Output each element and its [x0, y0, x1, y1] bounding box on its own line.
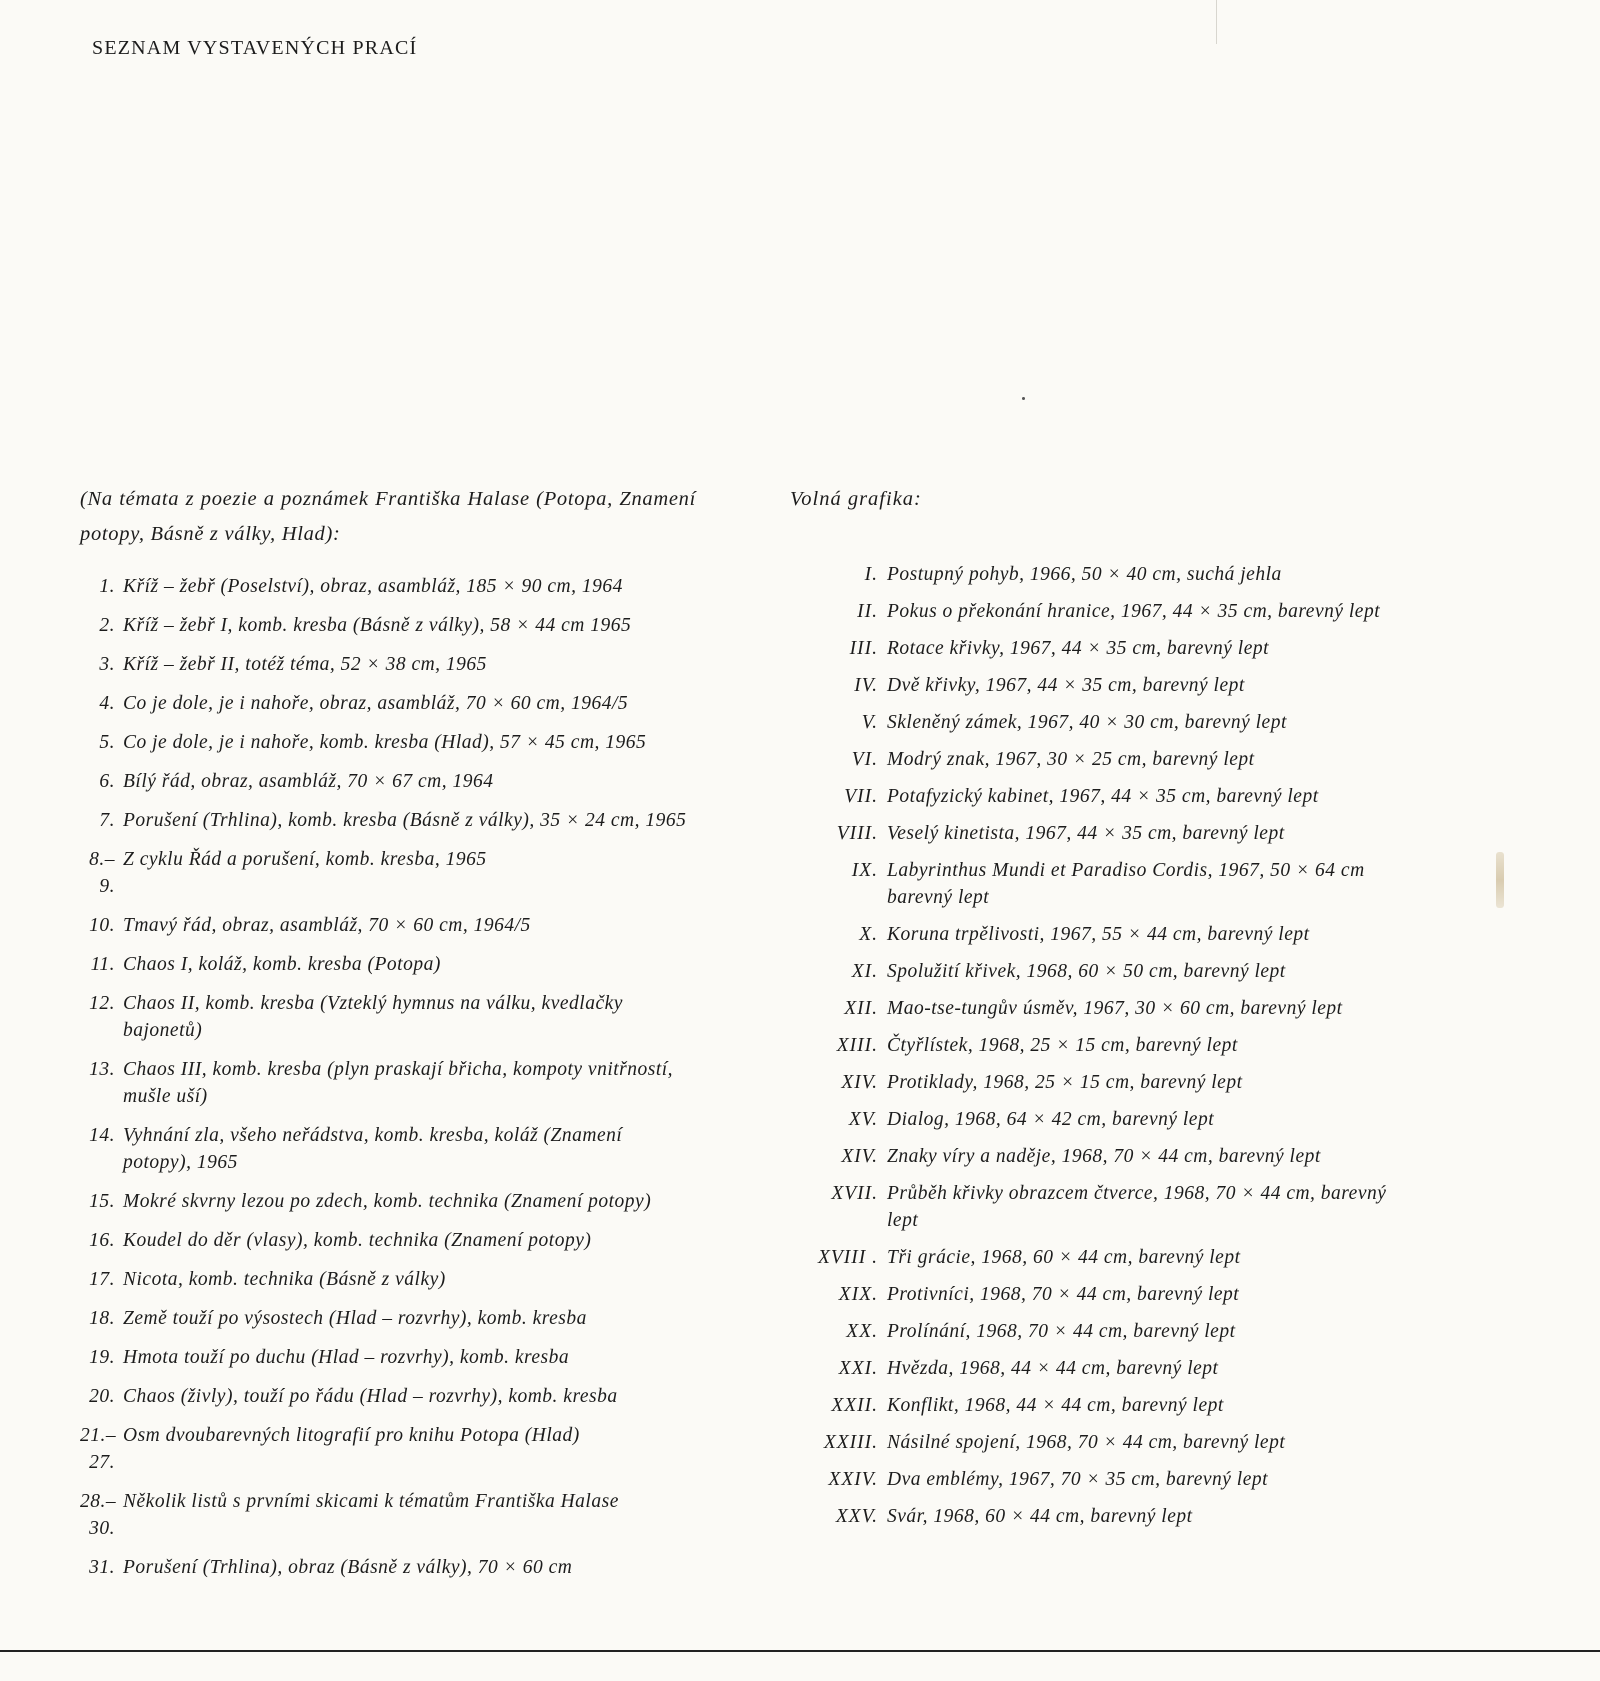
item-text: Protivníci, 1968, 70 × 44 cm, barevný lept [887, 1284, 1240, 1305]
list-item [790, 561, 1410, 588]
list-item [790, 709, 1410, 736]
list-item [790, 1244, 1410, 1271]
left-column [80, 482, 696, 1593]
item-text: Chaos I, koláž, komb. kresba (Potopa) [123, 954, 441, 975]
item-text: Tmavý řád, obraz, asambláž, 70 × 60 cm, 1964/5 [123, 915, 531, 936]
list-item [80, 1488, 696, 1542]
item-text: Rotace křivky, 1967, 44 × 35 cm, barevný lept [887, 638, 1270, 659]
item-text: Dva emblémy, 1967, 70 × 35 cm, barevný lept [887, 1469, 1269, 1490]
list-item [80, 846, 696, 900]
list-item [80, 1227, 696, 1254]
item-number: XVII. [831, 1183, 878, 1204]
item-number: XXII. [831, 1395, 878, 1416]
item-text: Kříž – žebř (Poselství), obraz, asambláž, 185 × 90 cm, 1964 [123, 576, 623, 597]
item-text: Koruna trpělivosti, 1967, 55 × 44 cm, barevný lept [887, 924, 1310, 945]
item-number: VIII. [836, 823, 878, 844]
list-item [790, 1032, 1410, 1059]
list-item [790, 1503, 1410, 1530]
top-edge-line [1216, 0, 1217, 44]
list-item [80, 807, 696, 834]
item-number: 16. [89, 1230, 115, 1251]
list-item [80, 612, 696, 639]
item-number: 1. [99, 576, 115, 597]
list-item [790, 1143, 1410, 1170]
item-number: XII. [844, 998, 878, 1019]
item-number: 31. [89, 1557, 115, 1578]
item-text: Hvězda, 1968, 44 × 44 cm, barevný lept [887, 1358, 1219, 1379]
paper-stain [1496, 852, 1504, 908]
page-title: SEZNAM VYSTAVENÝCH PRACÍ [92, 37, 418, 60]
item-text: Spolužití křivek, 1968, 60 × 50 cm, barevný lept [887, 961, 1286, 982]
list-item [80, 1056, 696, 1110]
list-item [790, 1069, 1410, 1096]
list-item [790, 1318, 1410, 1345]
item-number: 13. [89, 1059, 115, 1080]
item-number: XIV. [841, 1146, 878, 1167]
item-text: Země touží po výsostech (Hlad – rozvrhy), komb. kresba [123, 1308, 587, 1329]
item-text: Labyrinthus Mundi et Paradiso Cordis, 1967, 50 × 64 cm barevný lept [887, 860, 1365, 908]
item-number: II. [857, 601, 878, 622]
item-number: XXIII. [823, 1432, 878, 1453]
list-item [790, 672, 1410, 699]
item-text: Znaky víry a naděje, 1968, 70 × 44 cm, barevný lept [887, 1146, 1321, 1167]
item-text: Tři grácie, 1968, 60 × 44 cm, barevný lept [887, 1247, 1241, 1268]
item-number: 5. [99, 732, 115, 753]
item-text: Skleněný zámek, 1967, 40 × 30 cm, barevný lept [887, 712, 1287, 733]
item-number: X. [859, 924, 878, 945]
item-text: Porušení (Trhlina), obraz (Básně z války), 70 × 60 cm [123, 1557, 573, 1578]
item-text: Násilné spojení, 1968, 70 × 44 cm, barevný lept [887, 1432, 1286, 1453]
list-item [790, 1429, 1410, 1456]
item-number: 18. [89, 1308, 115, 1329]
item-text: Postupný pohyb, 1966, 50 × 40 cm, suchá jehla [887, 564, 1282, 585]
item-number: XXV. [835, 1506, 878, 1527]
list-item [790, 995, 1410, 1022]
list-item [790, 958, 1410, 985]
item-number: 19. [89, 1347, 115, 1368]
item-text: Osm dvoubarevných litografií pro knihu Potopa (Hlad) [123, 1425, 580, 1446]
right-column [790, 482, 1410, 1540]
item-text: Bílý řád, obraz, asambláž, 70 × 67 cm, 1964 [123, 771, 494, 792]
item-number: IX. [851, 860, 878, 881]
left-intro: (Na témata z poezie a poznámek Františka Halase (Potopa, Znamení potopy, Básně z války, Hlad): [80, 488, 696, 545]
item-number: V. [861, 712, 878, 733]
item-number: VII. [844, 786, 878, 807]
list-item [790, 783, 1410, 810]
right-intro: Volná grafika: [790, 488, 922, 510]
list-item [790, 1355, 1410, 1382]
item-number: I. [864, 564, 878, 585]
item-text: Hmota touží po duchu (Hlad – rozvrhy), komb. kresba [123, 1347, 570, 1368]
item-text: Kříž – žebř I, komb. kresba (Básně z války), 58 × 44 cm 1965 [123, 615, 632, 636]
item-number: 14. [89, 1125, 115, 1146]
list-item [80, 768, 696, 795]
bottom-rule [0, 1650, 1600, 1652]
item-number: 8.–9. [89, 849, 115, 897]
item-text: Prolínání, 1968, 70 × 44 cm, barevný lept [887, 1321, 1236, 1342]
item-number: 28.–30. [80, 1491, 117, 1539]
list-item [80, 1554, 696, 1581]
item-number: 3. [99, 654, 115, 675]
item-text: Z cyklu Řád a porušení, komb. kresba, 1965 [123, 849, 487, 870]
item-text: Několik listů s prvními skicami k tématům Františka Halase [123, 1491, 619, 1512]
item-number: XXIV. [828, 1469, 878, 1490]
left-list [80, 573, 696, 1581]
item-number: XIII. [836, 1035, 878, 1056]
list-item [790, 1180, 1410, 1234]
list-item [80, 951, 696, 978]
item-text: Chaos (živly), touží po řádu (Hlad – rozvrhy), komb. kresba [123, 1386, 618, 1407]
item-text: Protiklady, 1968, 25 × 15 cm, barevný lept [887, 1072, 1243, 1093]
item-number: 2. [99, 615, 115, 636]
right-list [790, 561, 1410, 1530]
item-text: Mokré skvrny lezou po zdech, komb. technika (Znamení potopy) [123, 1191, 652, 1212]
item-number: XV. [848, 1109, 878, 1130]
item-text: Mao-tse-tungův úsměv, 1967, 30 × 60 cm, barevný lept [887, 998, 1343, 1019]
item-text: Pokus o překonání hranice, 1967, 44 × 35 cm, barevný lept [887, 601, 1381, 622]
list-item [790, 746, 1410, 773]
item-number: VI. [851, 749, 878, 770]
item-text: Průběh křivky obrazcem čtverce, 1968, 70 × 44 cm, barevný lept [887, 1183, 1387, 1231]
item-number: 4. [99, 693, 115, 714]
item-number: XXI. [838, 1358, 878, 1379]
item-number: 15. [89, 1191, 115, 1212]
item-number: XVIII . [817, 1247, 878, 1268]
item-number: XX. [846, 1321, 878, 1342]
item-text: Chaos II, komb. kresba (Vzteklý hymnus na válku, kvedlačky bajonetů) [123, 993, 623, 1041]
item-number: XI. [851, 961, 878, 982]
item-number: XIX. [838, 1284, 878, 1305]
item-number: XIV. [841, 1072, 878, 1093]
item-number: III. [849, 638, 878, 659]
ink-dot [1022, 397, 1025, 400]
item-number: 17. [89, 1269, 115, 1290]
item-text: Potafyzický kabinet, 1967, 44 × 35 cm, barevný lept [887, 786, 1319, 807]
list-item [790, 1466, 1410, 1493]
list-item [80, 1188, 696, 1215]
item-number: 21.–27. [80, 1425, 117, 1473]
list-item [80, 1383, 696, 1410]
item-text: Svár, 1968, 60 × 44 cm, barevný lept [887, 1506, 1193, 1527]
item-text: Koudel do děr (vlasy), komb. technika (Znamení potopy) [123, 1230, 592, 1251]
item-number: 10. [89, 915, 115, 936]
list-item [790, 598, 1410, 625]
list-item [80, 1266, 696, 1293]
item-text: Modrý znak, 1967, 30 × 25 cm, barevný lept [887, 749, 1255, 770]
list-item [80, 1422, 696, 1476]
list-item [790, 1106, 1410, 1133]
item-number: 20. [89, 1386, 115, 1407]
item-text: Čtyřlístek, 1968, 25 × 15 cm, barevný lept [887, 1035, 1238, 1056]
item-text: Konflikt, 1968, 44 × 44 cm, barevný lept [887, 1395, 1224, 1416]
list-item [80, 990, 696, 1044]
item-text: Chaos III, komb. kresba (plyn praskají břicha, kompoty vnitřností, mušle uší) [123, 1059, 674, 1107]
list-item [80, 1122, 696, 1176]
item-number: 11. [90, 954, 115, 975]
item-number: 12. [89, 993, 115, 1014]
item-text: Dialog, 1968, 64 × 42 cm, barevný lept [887, 1109, 1215, 1130]
item-number: 7. [99, 810, 115, 831]
item-text: Nicota, komb. technika (Básně z války) [123, 1269, 446, 1290]
list-item [790, 635, 1410, 662]
list-item [80, 912, 696, 939]
item-text: Vyhnání zla, všeho neřádstva, komb. kresba, koláž (Znamení potopy), 1965 [123, 1125, 623, 1173]
item-text: Co je dole, je i nahoře, komb. kresba (Hlad), 57 × 45 cm, 1965 [123, 732, 647, 753]
list-item [80, 1305, 696, 1332]
item-text: Porušení (Trhlina), komb. kresba (Básně z války), 35 × 24 cm, 1965 [123, 810, 687, 831]
list-item [790, 921, 1410, 948]
list-item [790, 1392, 1410, 1419]
list-item [790, 1281, 1410, 1308]
list-item [790, 857, 1410, 911]
item-text: Veselý kinetista, 1967, 44 × 35 cm, barevný lept [887, 823, 1285, 844]
list-item [80, 690, 696, 717]
item-number: IV. [854, 675, 878, 696]
item-text: Dvě křivky, 1967, 44 × 35 cm, barevný lept [887, 675, 1245, 696]
item-text: Co je dole, je i nahoře, obraz, asambláž, 70 × 60 cm, 1964/5 [123, 693, 629, 714]
list-item [790, 820, 1410, 847]
list-item [80, 1344, 696, 1371]
list-item [80, 573, 696, 600]
item-text: Kříž – žebř II, totéž téma, 52 × 38 cm, 1965 [123, 654, 487, 675]
list-item [80, 651, 696, 678]
list-item [80, 729, 696, 756]
item-number: 6. [99, 771, 115, 792]
